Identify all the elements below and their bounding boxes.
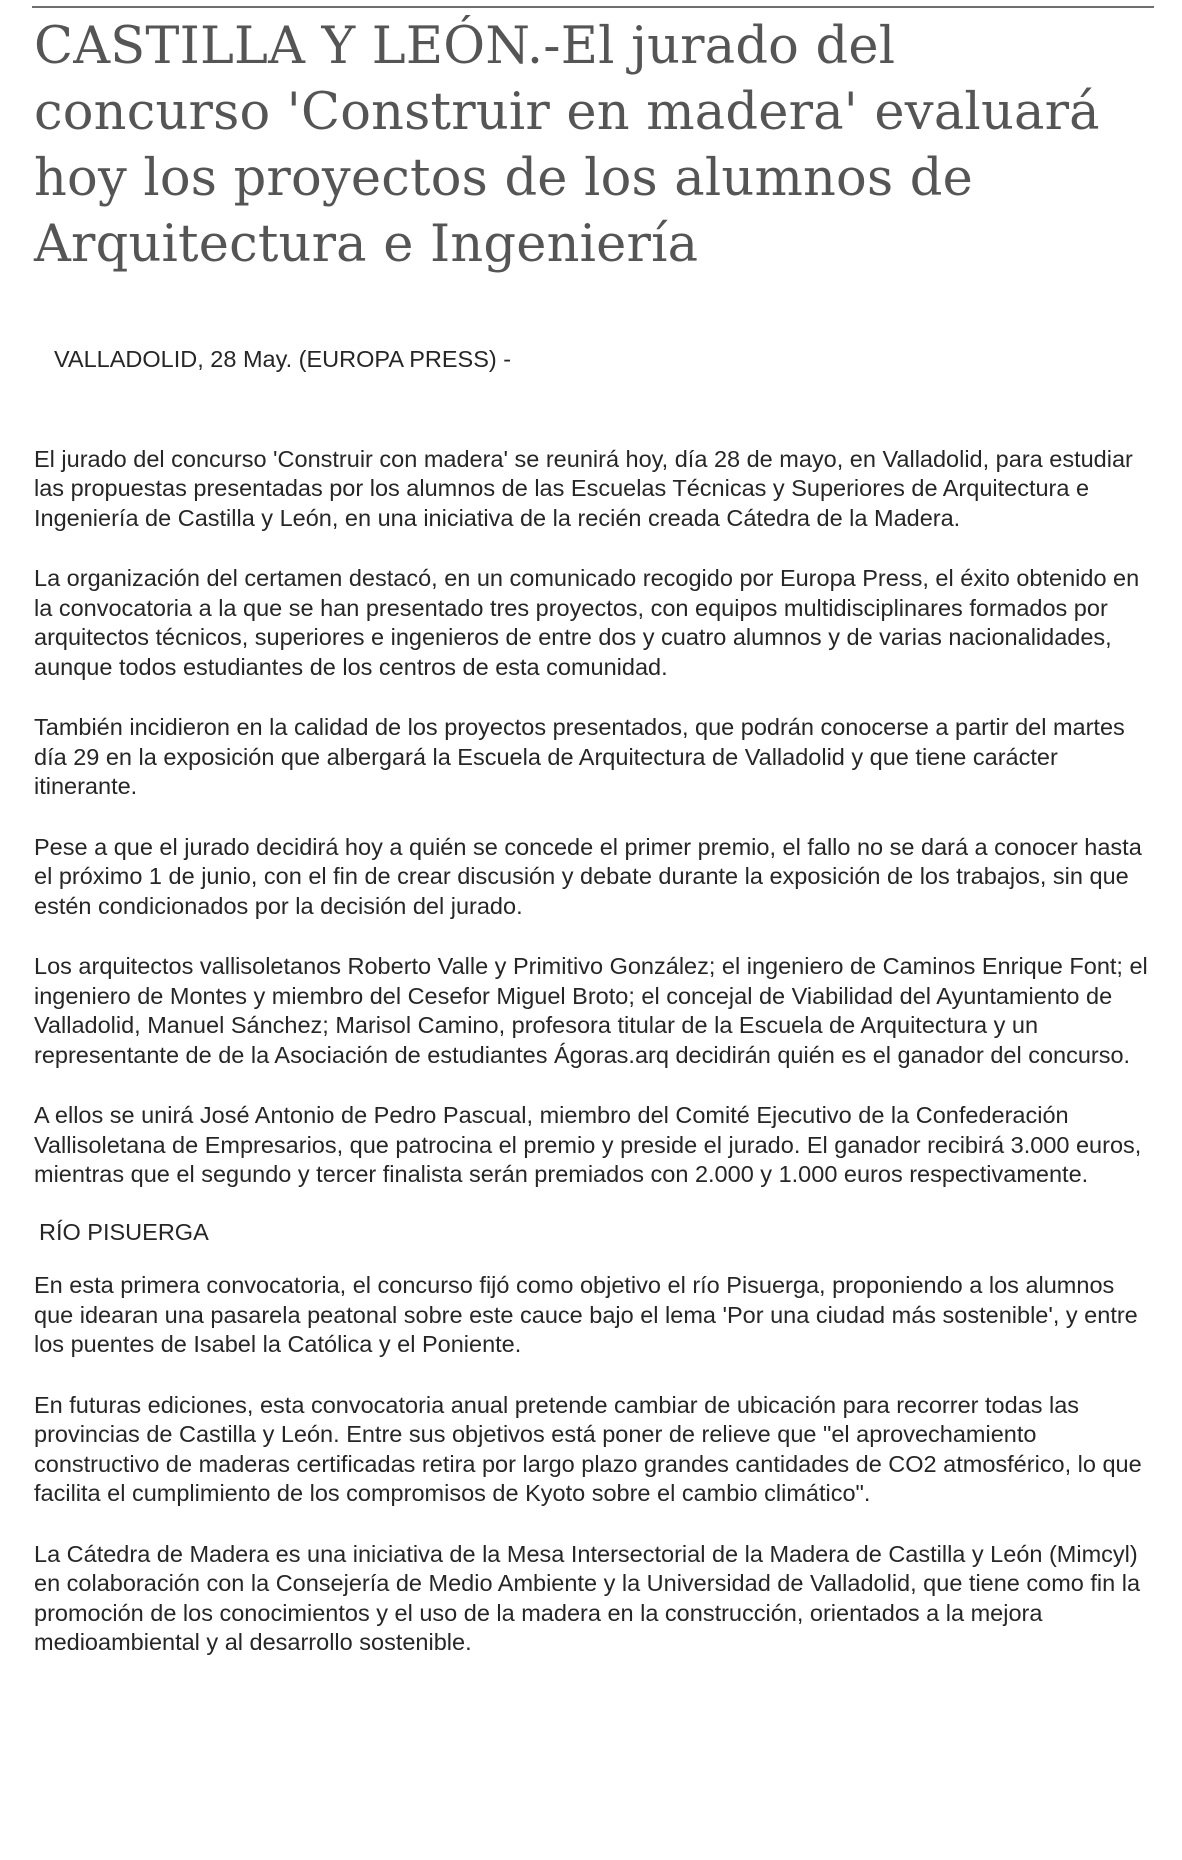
paragraph: A ellos se unirá José Antonio de Pedro Pascual, miembro del Comité Ejecutivo de la Confederación Vallisoletana de Empresarios, que patrocina el premio y preside el jurado. El ganador recibirá 3.000 euros, mientras que el segundo y tercer finalista serán premiados con 2.000 y 1.000 euros respectivamente.: [34, 1102, 1142, 1187]
paragraph: También incidieron en la calidad de los proyectos presentados, que podrán conocerse a partir del martes día 29 en la exposición que albergará la Escuela de Arquitectura de Valladolid y que tiene carácter itinerante.: [34, 714, 1125, 799]
headline: CASTILLA Y LEÓN.-El jurado del concurso 'Construir en madera' evaluará hoy los proyectos de los alumnos de Arquitectura e Ingeniería: [34, 17, 1100, 274]
dateline: VALLADOLID, 28 May. (EUROPA PRESS) -: [54, 346, 512, 372]
paragraph: Pese a que el jurado decidirá hoy a quién se concede el primer premio, el fallo no se dará a conocer hasta el próximo 1 de junio, con el fin de crear discusión y debate durante la exposición de los trabajos, sin que estén condicionados por la decisión del jurado.: [34, 833, 1142, 919]
paragraph: La Cátedra de Madera es una iniciativa de la Mesa Intersectorial de la Madera de Castilla y León (Mimcyl) en colaboración con la Consejería de Medio Ambiente y la Universidad de Valladolid, que tiene como fin la promoción de los conocimientos y el uso de la madera en la construcción, orientados a la mejora medioambiental y al desarrollo sostenible.: [34, 1540, 1141, 1655]
top-rule: [32, 6, 1154, 8]
section-subhead: RÍO PISUERGA: [39, 1218, 209, 1245]
paragraph: Los arquitectos vallisoletanos Roberto Valle y Primitivo González; el ingeniero de Caminos Enrique Font; el ingeniero de Montes y miembro del Cesefor Miguel Broto; el concejal de Viabilidad del Ayuntamiento de Valladolid, Manuel Sánchez; Marisol Camino, profesora titular de la Escuela de Arquitectura y un representante de de la Asociación de estudiantes Ágoras.arq decidirán quién es el ganador del concurso.: [34, 953, 1148, 1068]
paragraph: En esta primera convocatoria, el concurso fijó como objetivo el río Pisuerga, proponiendo a los alumnos que idearan una pasarela peatonal sobre este cauce bajo el lema 'Por una ciudad más sostenible', y entre los puentes de Isabel la Católica y el Poniente.: [34, 1272, 1138, 1357]
paragraph: El jurado del concurso 'Construir con madera' se reunirá hoy, día 28 de mayo, en Valladolid, para estudiar las propuestas presentadas por los alumnos de las Escuelas Técnicas y Superiores de Arquitectura e Ingeniería de Castilla y León, en una iniciativa de la recién creada Cátedra de la Madera.: [34, 445, 1133, 531]
article-body: [34, 345, 1150, 1689]
paragraph: La organización del certamen destacó, en un comunicado recogido por Europa Press, el éxito obtenido en la convocatoria a la que se han presentado tres proyectos, con equipos multidisciplinares formados por arquitectos técnicos, superiores e ingenieros de entre dos y cuatro alumnos y de varias nacionalidades, aunque todos estudiantes de los centros de esta comunidad.: [34, 565, 1140, 680]
paragraph: En futuras ediciones, esta convocatoria anual pretende cambiar de ubicación para recorrer todas las provincias de Castilla y León. Entre sus objetivos está poner de relieve que "el aprovechamiento constructivo de maderas certificadas retira por largo plazo grandes cantidades de CO2 atmosférico, lo que facilita el cumplimiento de los compromisos de Kyoto sobre el cambio climático".: [34, 1391, 1142, 1506]
